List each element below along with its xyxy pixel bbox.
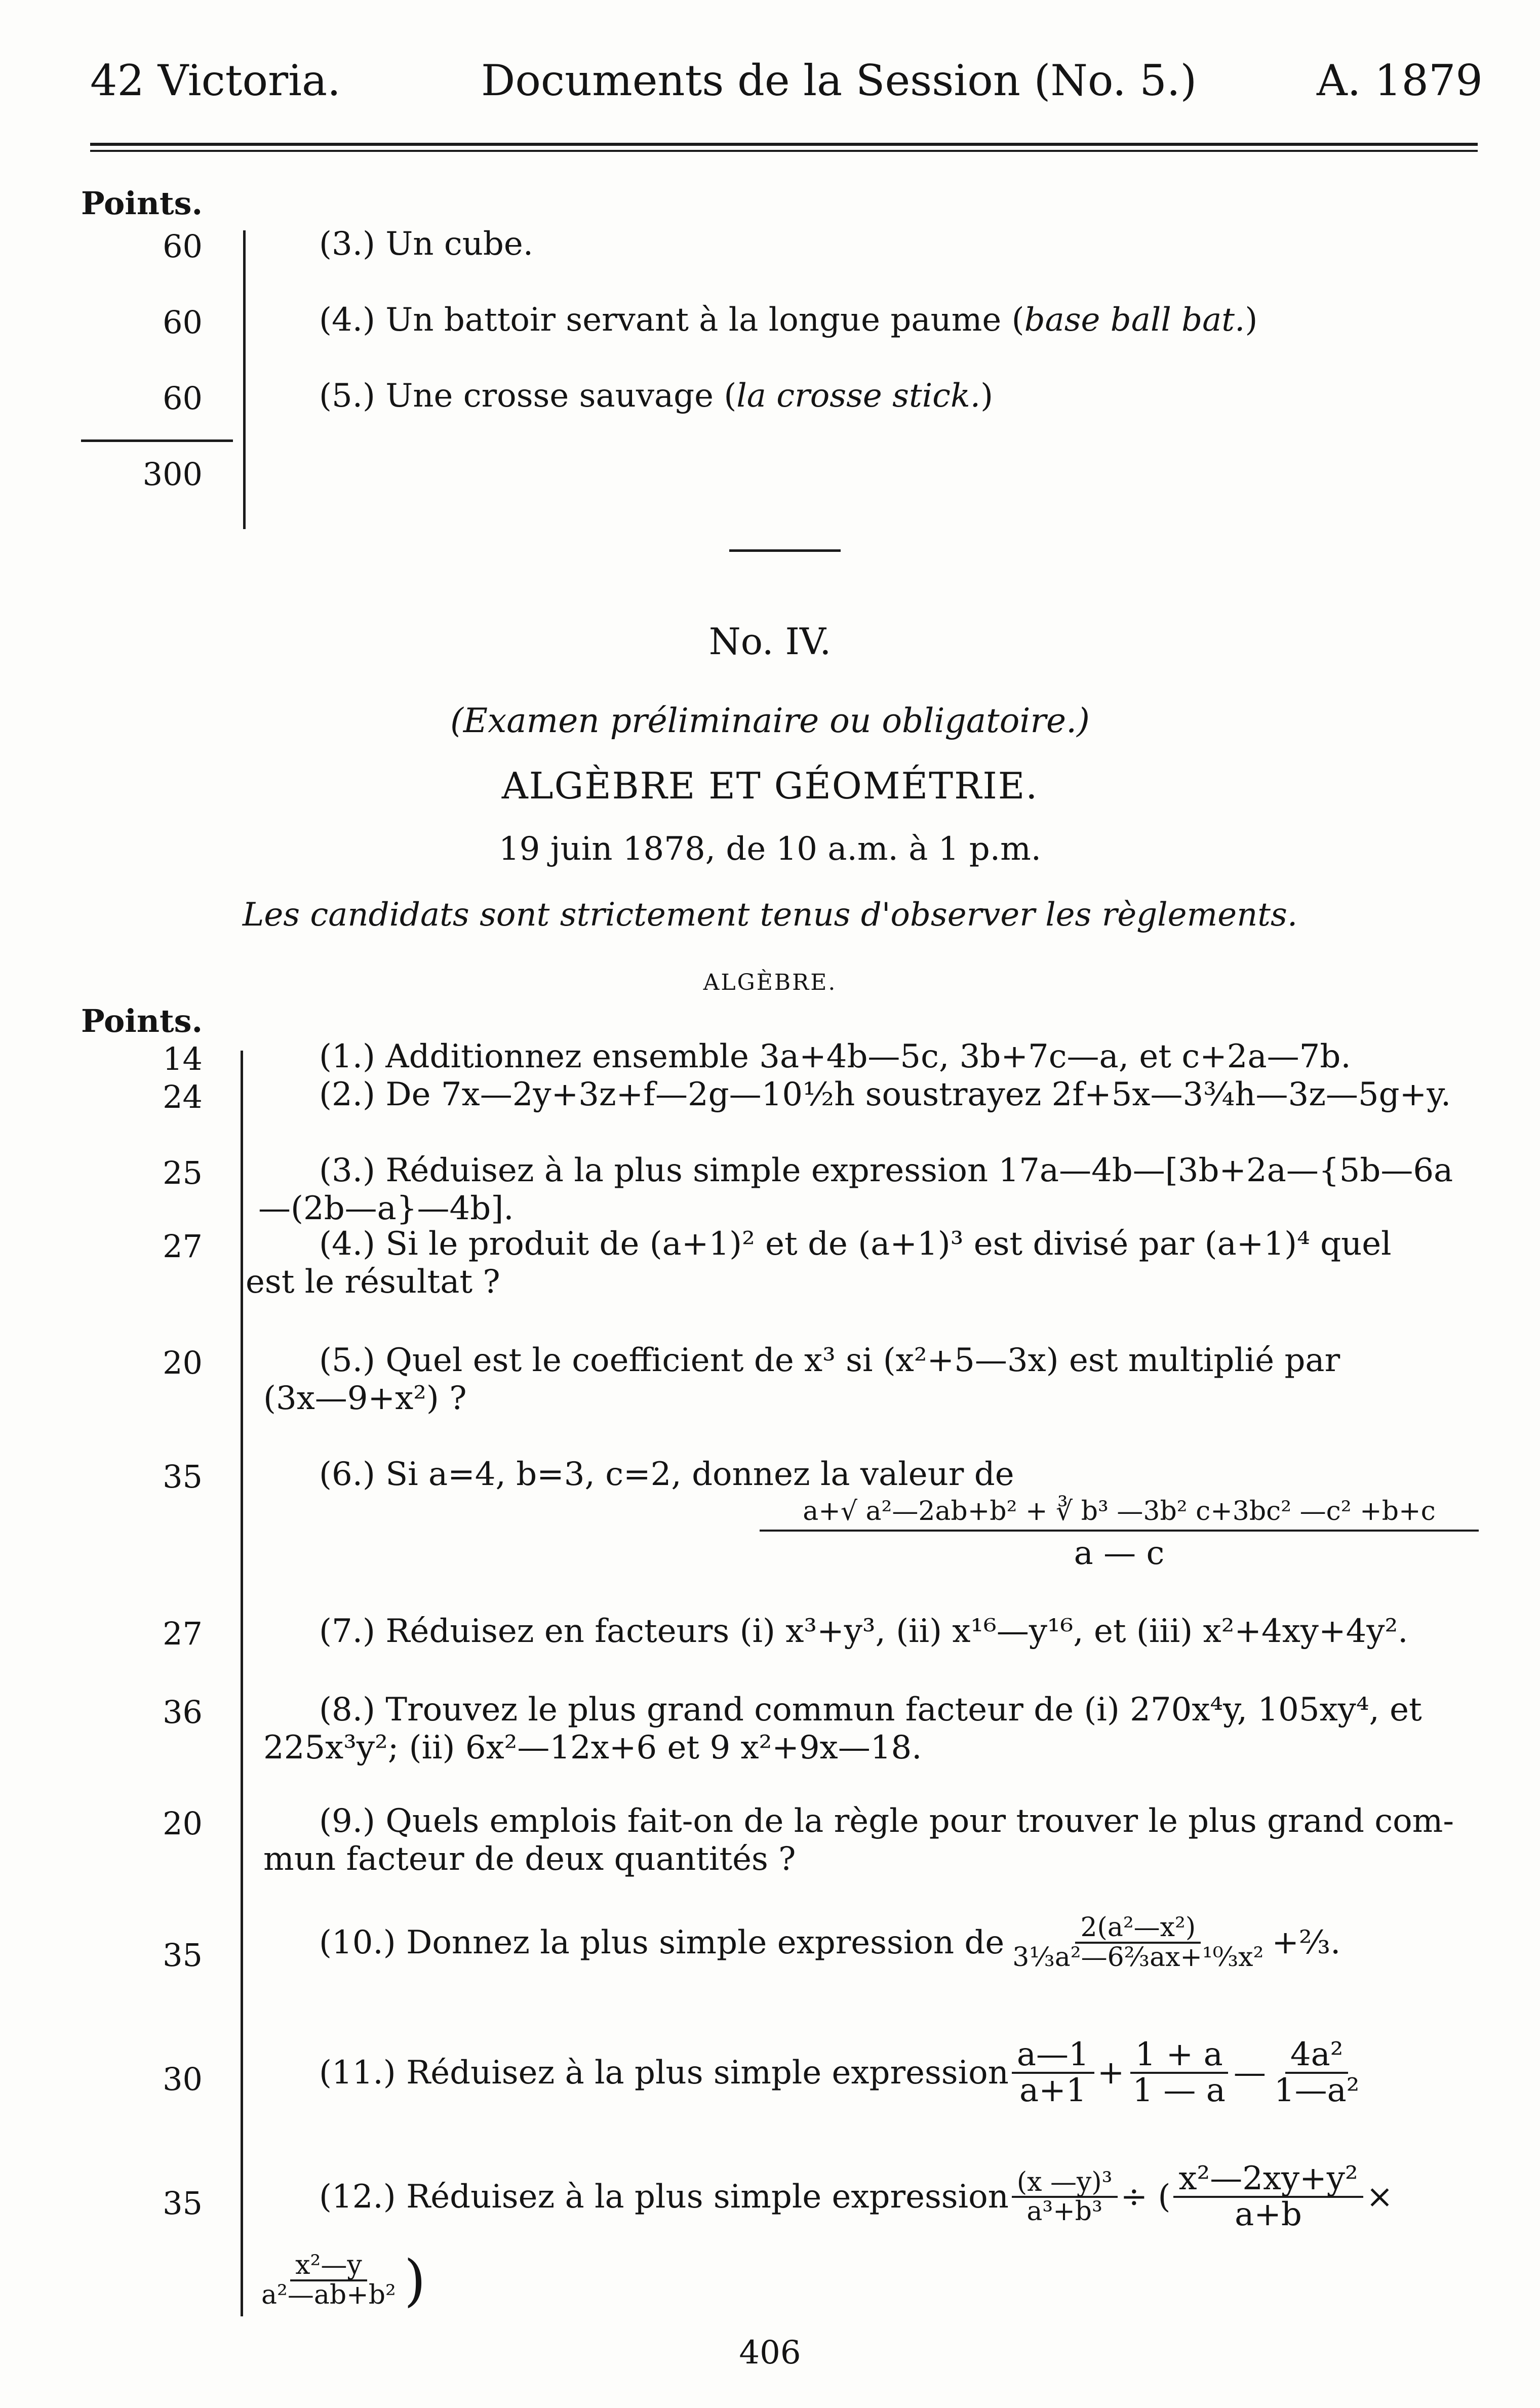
operator: — <box>1233 2054 1266 2092</box>
fraction <box>1269 2038 1365 2108</box>
item-text: (4.) Un battoir servant à la longue paume (base ball bat.) <box>319 301 1258 339</box>
fraction-tail: +⅔. <box>1272 1923 1341 1961</box>
header-rule <box>90 143 1478 146</box>
question-text: (8.) Trouvez le plus grand commun facteur de (i) 270x⁴y, 105xy⁴, et <box>319 1691 1422 1729</box>
fraction-denominator: a — c <box>1074 1535 1165 1572</box>
operator: ÷ ( <box>1120 2178 1171 2216</box>
points-value: 60 <box>163 304 203 341</box>
header-center: Documents de la Session (No. 5.) <box>481 56 1197 105</box>
question-points: 35 <box>163 1458 203 1495</box>
question-text: (7.) Réduisez en facteurs (i) x³+y³, (ii) x¹⁶—y¹⁶, et (iii) x²+4xy+4y². <box>319 1613 1408 1650</box>
question-label: (10.) Donnez la plus simple expression de <box>319 1923 1005 1961</box>
points-value: 60 <box>163 380 203 417</box>
points-label: Points. <box>81 185 203 222</box>
points-value: 60 <box>163 228 203 265</box>
question-text-cont: (3x—9+x²) ? <box>263 1380 467 1417</box>
question-text: (1.) Additionnez ensemble 3a+4b—5c, 3b+7c—a, et c+2a—7b. <box>319 1038 1351 1075</box>
header-left: 42 Victoria. <box>90 56 341 105</box>
fraction-numerator: x²—2xy+y² <box>1173 2162 1363 2198</box>
fraction-denominator: a+1 <box>1019 2072 1087 2110</box>
question-text: (9.) Quels emplois fait-on de la règle pour trouver le plus grand com- <box>319 1802 1454 1840</box>
question-text-cont: est le résultat ? <box>246 1263 500 1301</box>
question-text-cont: —(2b—a}—4b]. <box>258 1190 514 1227</box>
operator: + <box>1097 2054 1125 2092</box>
column-divider <box>241 1051 243 2316</box>
question-text: (4.) Si le produit de (a+1)² et de (a+1)³ est divisé par (a+1)⁴ quel <box>319 1225 1392 1263</box>
item-text: (3.) Un cube. <box>319 225 534 263</box>
question-text-cont: 225x³y²; (ii) 6x²—12x+6 et 9 x²+9x—18. <box>263 1729 922 1767</box>
page-number: 406 <box>739 2334 801 2372</box>
question-points: 25 <box>163 1154 203 1191</box>
fraction <box>1012 2038 1094 2108</box>
header-right: A. 1879 <box>1317 56 1483 105</box>
closing-paren: ) <box>404 2248 426 2313</box>
section-subtitle: (Examen préliminaire ou obligatoire.) <box>450 701 1090 740</box>
fraction <box>1007 1914 1269 1971</box>
operator: × <box>1366 2178 1394 2216</box>
header-rule-thin <box>90 150 1478 152</box>
exam-notice: Les candidats sont strictement tenus d'observer les règlements. <box>242 896 1298 934</box>
points-label: Points. <box>81 1002 203 1039</box>
fraction-denominator: 1—a² <box>1274 2072 1360 2110</box>
section-divider <box>729 549 841 552</box>
fraction-numerator: x²—y <box>290 2252 367 2281</box>
fraction-denominator: a²—ab+b² <box>261 2280 396 2310</box>
question-points: 27 <box>163 1615 203 1652</box>
fraction-numerator: 4a² <box>1285 2038 1349 2074</box>
question-points: 30 <box>163 2061 203 2098</box>
fraction-numerator: 2(a²—x²) <box>1075 1914 1201 1944</box>
column-divider <box>243 230 246 529</box>
fraction-denominator: 3⅓a²—6⅔ax+¹⁰⁄₃x² <box>1012 1942 1264 1973</box>
question-points: 20 <box>163 1805 203 1842</box>
fraction-numerator: a+√ a²—2ab+b² + ∛ b³ —3b² c+3bc² —c² +b+c <box>760 1496 1479 1532</box>
fraction <box>1127 2038 1231 2108</box>
question-text <box>319 2162 1393 2232</box>
question-text <box>319 2038 1367 2108</box>
question-points: 24 <box>163 1078 203 1115</box>
question-text <box>319 1914 1340 1971</box>
points-total: 300 <box>142 456 203 493</box>
question-text: (2.) De 7x—2y+3z+f—2g—10½h soustrayez 2f+5x—3¾h—3z—5g+y. <box>319 1076 1451 1113</box>
question-label: (11.) Réduisez à la plus simple expression <box>319 2054 1009 2092</box>
question-label: (12.) Réduisez à la plus simple expression <box>319 2178 1009 2216</box>
question-points: 27 <box>163 1228 203 1265</box>
section-title: ALGÈBRE ET GÉOMÉTRIE. <box>501 765 1039 807</box>
question-text: (3.) Réduisez à la plus simple expression 17a—4b—[3b+2a—{5b—6a <box>319 1152 1453 1189</box>
fraction-numerator: a—1 <box>1012 2038 1094 2074</box>
section-number: No. IV. <box>708 620 832 663</box>
question-points: 35 <box>163 2185 203 2222</box>
question-points: 35 <box>163 1937 203 1974</box>
question-text: (6.) Si a=4, b=3, c=2, donnez la valeur de <box>319 1456 1014 1493</box>
exam-date: 19 juin 1878, de 10 a.m. à 1 p.m. <box>498 830 1042 868</box>
total-rule <box>81 439 233 442</box>
question-text-cont: mun facteur de deux quantités ? <box>263 1840 796 1878</box>
question-text-cont <box>253 2248 426 2313</box>
fraction <box>256 2252 401 2309</box>
fraction-denominator: 1 — a <box>1132 2072 1226 2110</box>
sub-heading: ALGÈBRE. <box>703 970 837 995</box>
question-6-fraction <box>760 1496 1479 1572</box>
item-text: (5.) Une crosse sauvage (la crosse stick.) <box>319 377 994 415</box>
fraction <box>1173 2162 1363 2232</box>
question-text: (5.) Quel est le coefficient de x³ si (x²+5—3x) est multiplié par <box>319 1342 1340 1379</box>
question-points: 14 <box>163 1040 203 1077</box>
fraction <box>1012 2166 1118 2227</box>
fraction-numerator: (x —y)³ <box>1012 2169 1118 2198</box>
fraction-numerator: 1 + a <box>1130 2038 1228 2074</box>
question-points: 20 <box>163 1344 203 1381</box>
fraction-denominator: a+b <box>1235 2196 1302 2234</box>
fraction-denominator: a³+b³ <box>1026 2196 1102 2227</box>
question-points: 36 <box>163 1694 203 1731</box>
